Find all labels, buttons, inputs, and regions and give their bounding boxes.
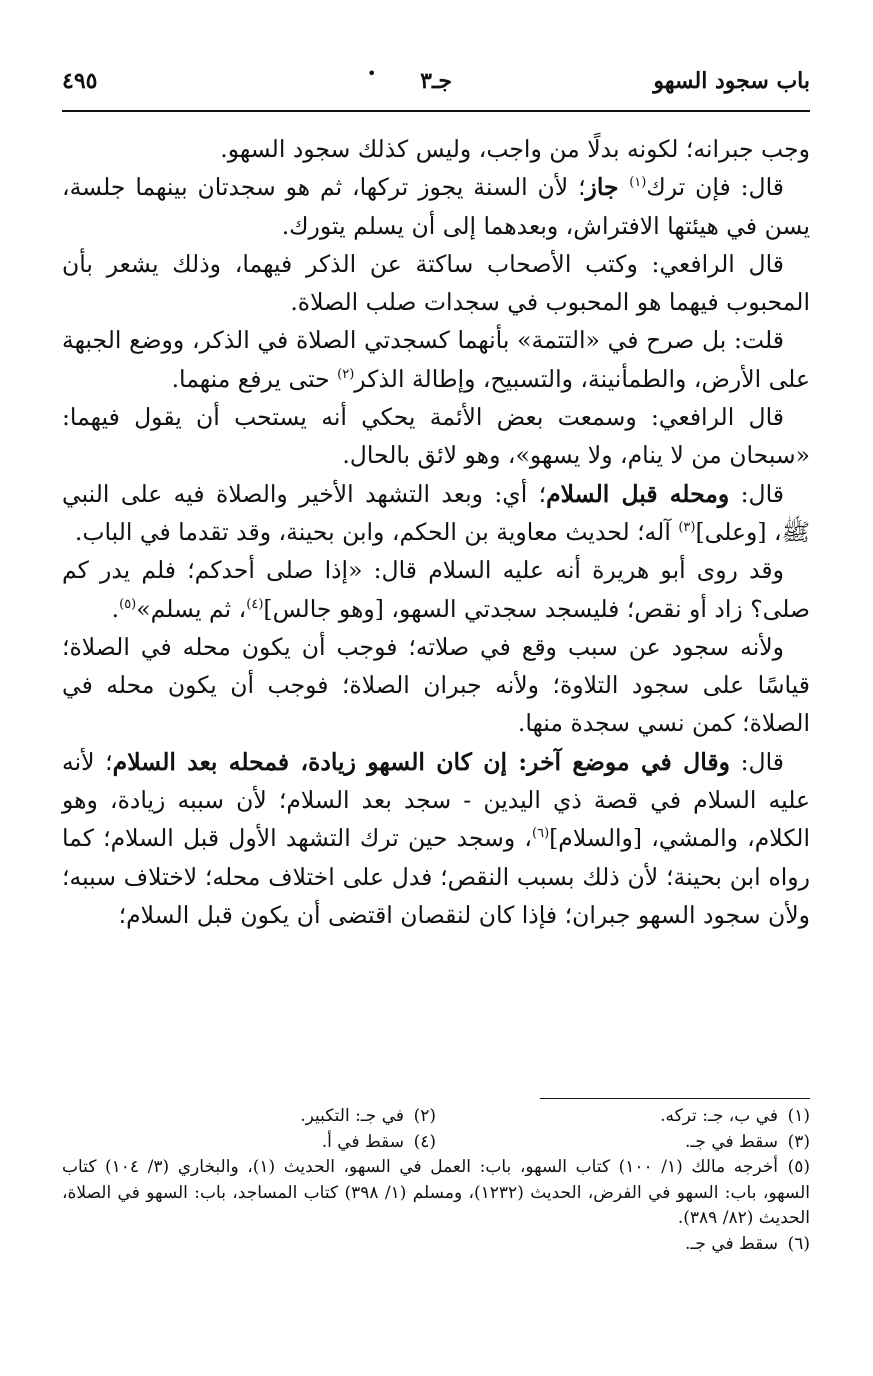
footnote-6: [436, 1232, 810, 1258]
p5-text: قال الرافعي: وسمعت بعض الأئمة يحكي أنه يستحب أن يقول فيهما: «سبحان من لا ينام، ولا يسهو»، وهو لائق بالحال.: [62, 403, 810, 470]
footnote-ref-1: (١): [629, 175, 647, 191]
paragraph-2: [62, 168, 810, 245]
footnote-4: [62, 1130, 436, 1156]
footnote-text: أخرجه مالك (١/ ١٠٠) كتاب السهو، باب: العمل في السهو، الحديث (١)، والبخاري (٣/ ١٠٤) كتاب السهو، باب: السهو في الفرض، الحديث (١٢٣٢)، ومسلم (١/ ٣٩٨) كتاب المساجد، باب: السهو في الصلاة، الحديث (٨٢/ ٣٨٩).: [62, 1157, 810, 1228]
p1-text: وجب جبرانه؛ لكونه بدلًا من واجب، وليس كذلك سجود السهو.: [220, 135, 810, 163]
footnote-5: [62, 1155, 810, 1232]
p6-text-a: قال:: [729, 479, 784, 508]
footnote-text: في ب، جـ: تركه.: [660, 1106, 778, 1126]
paragraph-7: [62, 551, 810, 628]
footnote-text: سقط في جـ.: [685, 1233, 778, 1254]
footnote-text: في جـ: التكبير.: [300, 1106, 404, 1126]
footnotes: [62, 1104, 810, 1257]
p7-text-c: .: [111, 594, 120, 623]
footnote-ref-5: (٥): [119, 596, 137, 612]
page-number: ٤٩٥: [62, 68, 98, 94]
paragraph-6: [62, 475, 810, 552]
footnote-row-2: [62, 1130, 810, 1156]
paragraph-1: [62, 130, 810, 168]
footnote-2: [62, 1104, 436, 1130]
p9-bold: وقال في موضع آخر: إن كان السهو زيادة، فمحله بعد السلام: [112, 747, 730, 776]
footnote-number: (٦): [787, 1233, 810, 1254]
footnote-rule: [540, 1098, 810, 1099]
p3-text: قال الرافعي: وكتب الأصحاب ساكتة عن الذكر فيهما، وذلك يشعر بأن المحبوب فيهما هو المحبوب في سجدات صلب الصلاة.: [62, 249, 810, 317]
footnote-row-1: [62, 1104, 810, 1130]
p6-text-b: ؛ أي: وبعد التشهد الأخير والصلاة فيه على النبي ﷺ، [وعلى]: [62, 479, 810, 546]
paragraph-5: [62, 398, 810, 475]
p6-bold: ومحله قبل السلام: [546, 479, 730, 508]
p2-text-a: قال: فإن ترك: [646, 173, 785, 202]
p7-text-b: ، ثم يسلم»: [136, 594, 247, 623]
paragraph-3: [62, 245, 810, 322]
footnote-number: (٥): [787, 1157, 810, 1177]
p2-text-b: ؛ لأن السنة يجوز تركها، ثم هو سجدتان بينهما جلسة، يسن في هيئتها الافتراش، وبعدهما إلى أن يسلم يتورك.: [62, 173, 810, 240]
footnote-number: (٣): [787, 1131, 810, 1152]
p6-text-c: آله؛ لحديث معاوية بن الحكم، وابن بحينة، وقد تقدما في الباب.: [74, 517, 679, 546]
chapter-title: باب سجود السهو: [653, 68, 810, 94]
footnote-ref-2: (٢): [337, 366, 355, 382]
footnote-1: [436, 1104, 810, 1130]
footnote-text: سقط في أ.: [321, 1131, 404, 1152]
p2-bold: جاز: [585, 173, 630, 202]
footnote-3: [436, 1130, 810, 1156]
footnote-ref-4: (٤): [246, 596, 264, 612]
footnote-text: سقط في جـ.: [685, 1131, 778, 1152]
footnote-number: (٢): [413, 1106, 436, 1126]
volume-label: جـ٣: [420, 68, 452, 94]
footnote-row-4: [62, 1232, 810, 1258]
footnote-ref-3: (٣): [678, 520, 696, 536]
paragraph-9: [62, 743, 810, 934]
header-dot: •: [367, 64, 377, 83]
p4-text-a: قلت: بل صرح في «التتمة» بأنهما كسجدتي الصلاة في الذكر، ووضع الجبهة على الأرض، والطمأنينة، والتسبيح، وإطالة الذكر: [62, 326, 810, 393]
main-text: [62, 130, 810, 934]
p8-text: ولأنه سجود عن سبب وقع في صلاته؛ فوجب أن يكون محله في الصلاة؛ قياسًا على سجود التلاوة؛ ولأنه جبران الصلاة؛ فوجب أن يكون محله في الصلاة؛ كمن نسي سجدة منها.: [62, 632, 810, 738]
paragraph-8: [62, 628, 810, 743]
running-header: [62, 60, 810, 102]
footnote-number: (١): [787, 1106, 810, 1126]
p9-text-c: ، وسجد حين ترك التشهد الأول قبل السلام؛ كما رواه ابن بحينة؛ لأن ذلك بسبب النقص؛ فدل على اختلاف محله؛ لاختلاف سببه؛ ولأن سجود السهو جبران؛ فإذا كان لنقصان اقتضى أن يكون قبل السلام؛: [62, 824, 810, 929]
footnote-number: (٤): [413, 1131, 436, 1152]
p9-text-a: قال:: [729, 747, 784, 776]
p9-text-b: ؛ لأنه عليه السلام في قصة ذي اليدين - سجد بعد السلام؛ لأن سببه زيادة، وهو الكلام، والمشي، [والسلام]: [62, 747, 810, 853]
paragraph-4: [62, 321, 810, 398]
p7-text-a: وقد روى أبو هريرة أنه عليه السلام قال: «إذا صلى أحدكم؛ فلم يدر كم صلى؟ زاد أو نقص؛ فليسجد سجدتي السهو، [وهو جالس]: [62, 556, 810, 623]
p4-text-b: حتى يرفع منهما.: [171, 364, 338, 393]
footnote-ref-6: (٦): [532, 826, 550, 842]
footnote-row-3: [62, 1155, 810, 1232]
header-rule: [62, 110, 810, 112]
